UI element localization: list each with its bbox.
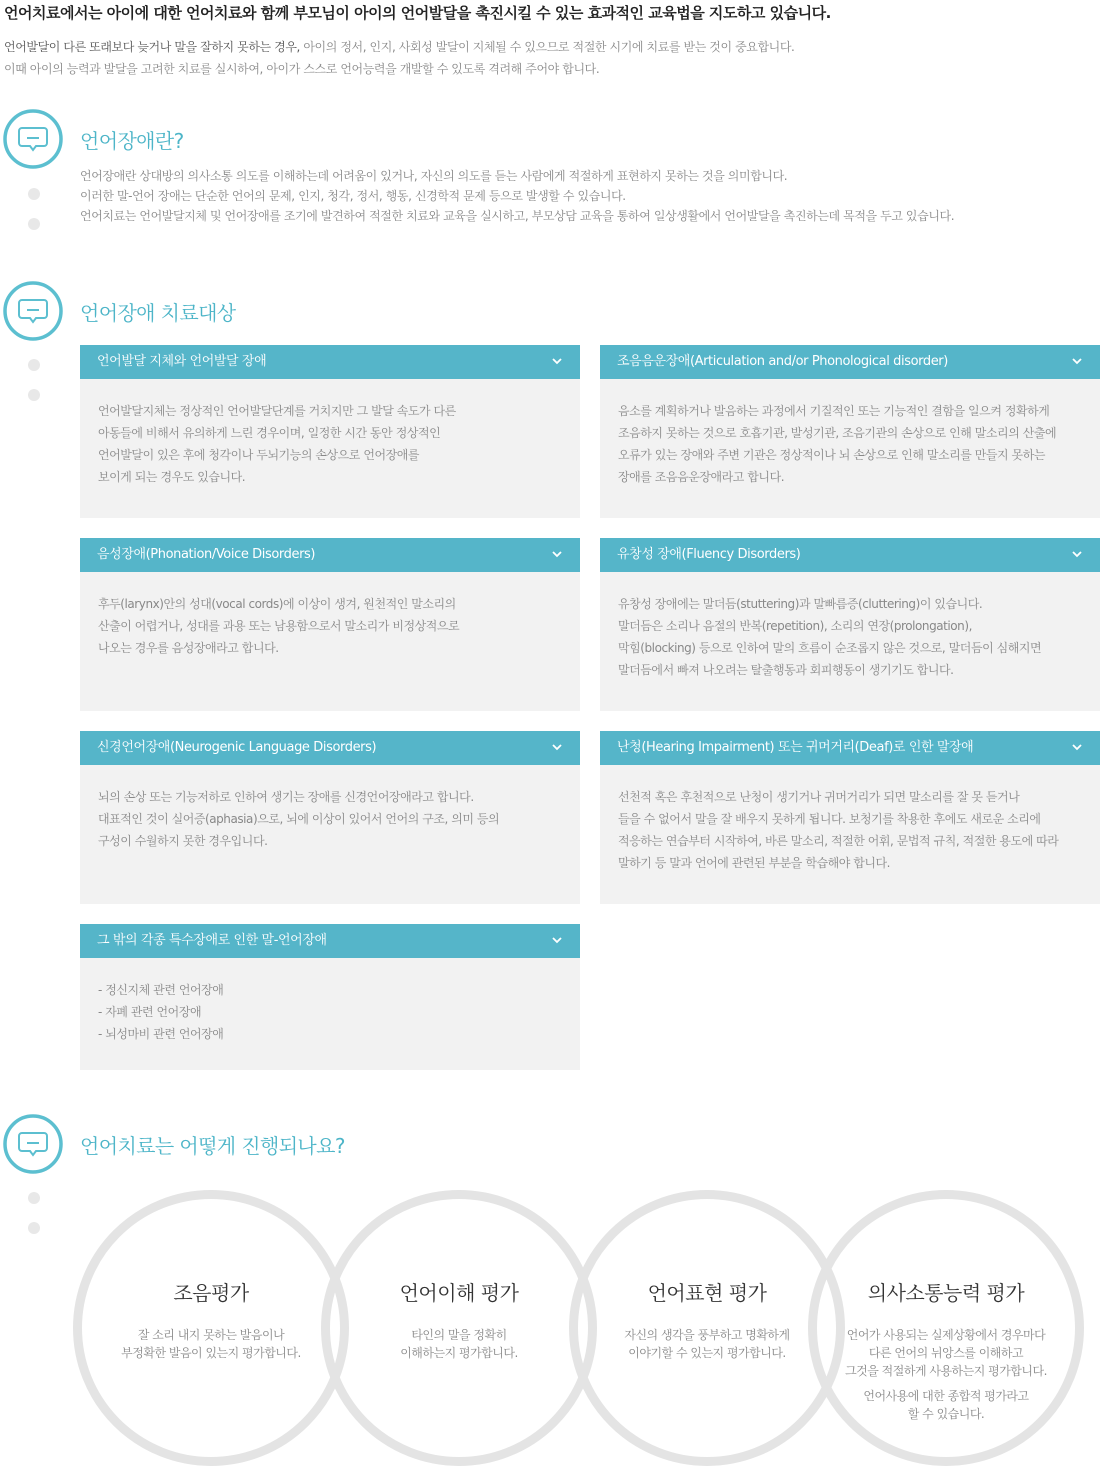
- accordion-card: [80, 924, 580, 1070]
- timeline-dot: [28, 1222, 40, 1234]
- accordion-card: [80, 538, 580, 711]
- step-description: [578, 1326, 836, 1362]
- step-line: 언어사용에 대한 종합적 평가라고: [863, 1389, 1029, 1403]
- section-body-what-is: [80, 166, 954, 226]
- accordion-title: 조음음운장애(Articulation and/or Phonological disorder): [617, 354, 948, 369]
- intro-line-1: [4, 36, 794, 58]
- list-item: - 자폐 관련 언어장애: [98, 1005, 202, 1019]
- step-description-extra: [817, 1387, 1075, 1423]
- process-step-circle: [321, 1190, 597, 1466]
- body-line: 막힘(blocking) 등으로 인하여 말의 흐름이 순조롭지 않은 것으로, 말더듬이 심해지면: [618, 641, 1042, 655]
- process-step-circle: [73, 1190, 349, 1466]
- accordion-card: [600, 345, 1100, 518]
- accordion-header[interactable]: [80, 345, 580, 379]
- accordion-card: [600, 731, 1100, 904]
- step-description: [82, 1326, 340, 1362]
- step-line: 이야기할 수 있는지 평가합니다.: [628, 1346, 786, 1360]
- body-line: 조음하지 못하는 것으로 호흡기관, 발성기관, 조음기관의 손상으로 인해 말소리의 산출에: [618, 426, 1057, 440]
- step-line: 언어가 사용되는 실제상황에서 경우마다: [846, 1328, 1046, 1342]
- body-line: 들을 수 없어서 말을 잘 배우지 못하게 됩니다. 보청기를 착용한 후에도 새로운 소리에: [618, 812, 1041, 826]
- accordion-title: 신경언어장애(Neurogenic Language Disorders): [97, 740, 377, 755]
- accordion-title: 그 밖의 각종 특수장애로 인한 말-언어장애: [97, 933, 327, 948]
- accordion-title: 언어발달 지체와 언어발달 장애: [97, 354, 267, 369]
- step-line: 부정확한 발음이 있는지 평가합니다.: [121, 1346, 301, 1360]
- page-title: 언어치료에서는 아이에 대한 언어치료와 함께 부모님이 아이의 언어발달을 촉진시킬 수 있는 효과적인 교육법을 지도하고 있습니다.: [4, 4, 831, 22]
- body-line: 유창성 장애에는 말더듬(stuttering)과 말빠름증(cluttering)이 있습니다.: [618, 597, 983, 611]
- body-line: 뇌의 손상 또는 기능저하로 인하여 생기는 장애를 신경언어장애라고 합니다.: [98, 790, 474, 804]
- accordion-card: [80, 731, 580, 904]
- accordion-header[interactable]: [80, 924, 580, 958]
- step-title: 언어표현 평가: [647, 1281, 767, 1305]
- accordion-title: 난청(Hearing Impairment) 또는 귀머거리(Deaf)로 인한 말장애: [617, 740, 974, 755]
- section-title-targets: 언어장애 치료대상: [80, 301, 236, 325]
- accordion-title: 음성장애(Phonation/Voice Disorders): [97, 547, 316, 562]
- intro-line-2: 이때 아이의 능력과 발달을 고려한 치료를 실시하여, 아이가 스스로 언어능력을 개발할 수 있도록 격려해 주어야 합니다.: [4, 62, 600, 76]
- body-line: 산출이 어렵거나, 성대를 과용 또는 남용함으로서 말소리가 비정상적으로: [98, 619, 460, 633]
- chevron-down-icon: [1072, 744, 1082, 751]
- accordion-body: [80, 765, 580, 904]
- accordion-header[interactable]: [600, 345, 1100, 379]
- body-line: 오류가 있는 장애와 주변 기관은 정상적이나 뇌 손상으로 인해 말소리를 만들지 못하는: [618, 448, 1045, 462]
- step-line: 할 수 있습니다.: [907, 1407, 985, 1421]
- accordion-header[interactable]: [80, 731, 580, 765]
- body-line: 선천적 혹은 후천적으로 난청이 생기거나 귀머거리가 되면 말소리를 잘 못 듣거나: [618, 790, 1020, 804]
- intro-line-1-rest: 아이의 정서, 인지, 사회성 발달이 지체될 수 있으므로 적절한 시기에 치료를 받는 것이 중요합니다.: [299, 40, 795, 54]
- speech-bubble-icon: [3, 1114, 63, 1174]
- timeline-dot: [28, 389, 40, 401]
- body-line: 말더듬은 소리나 음절의 반복(repetition), 소리의 연장(prolongation),: [618, 619, 972, 633]
- timeline-dot: [28, 359, 40, 371]
- accordion-header[interactable]: [600, 538, 1100, 572]
- body-line: 말하기 등 말과 언어에 관련된 부분을 학습해야 합니다.: [618, 856, 891, 870]
- body-line: 언어발달지체는 정상적인 언어발달단계를 거치지만 그 발달 속도가 다른: [98, 404, 456, 418]
- process-step-circle: [808, 1190, 1084, 1466]
- body-line: 보이게 되는 경우도 있습니다.: [98, 470, 246, 484]
- step-line: 자신의 생각을 풍부하고 명확하게: [624, 1328, 790, 1342]
- step-line: 다른 언어의 뉘앙스를 이해하고: [868, 1346, 1024, 1360]
- chevron-down-icon: [552, 358, 562, 365]
- step-line: 이해하는지 평가합니다.: [400, 1346, 518, 1360]
- body-line: 언어장애란 상대방의 의사소통 의도를 이해하는데 어려움이 있거나, 자신의 의도를 듣는 사람에게 적절하게 표현하지 못하는 것을 의미합니다.: [80, 169, 788, 183]
- accordion-card: [80, 345, 580, 518]
- chevron-down-icon: [552, 937, 562, 944]
- accordion-body: [600, 379, 1100, 518]
- section-title-process: 언어치료는 어떻게 진행되나요?: [80, 1134, 345, 1158]
- timeline-dot: [28, 1192, 40, 1204]
- body-line: 후두(larynx)안의 성대(vocal cords)에 이상이 생겨, 원천적인 말소리의: [98, 597, 456, 611]
- accordion-body: [80, 572, 580, 711]
- chevron-down-icon: [552, 744, 562, 751]
- intro-line-1-bold: 언어발달이 다른 또래보다 늦거나 말을 잘하지 못하는 경우,: [4, 40, 300, 54]
- body-line: 장애를 조음음운장애라고 합니다.: [618, 470, 785, 484]
- step-line: 그것을 적절하게 사용하는지 평가합니다.: [845, 1364, 1047, 1378]
- timeline-dot: [28, 188, 40, 200]
- body-line: 이러한 말-언어 장애는 단순한 언어의 문제, 인지, 청각, 정서, 행동, 신경학적 문제 등으로 발생할 수 있습니다.: [80, 189, 626, 203]
- accordion-body: [80, 379, 580, 518]
- body-line: 대표적인 것이 실어증(aphasia)으로, 뇌에 이상이 있어서 언어의 구조, 의미 등의: [98, 812, 500, 826]
- step-title: 조음평가: [173, 1281, 249, 1305]
- body-line: 구성이 수월하지 못한 경우입니다.: [98, 834, 268, 848]
- chevron-down-icon: [552, 551, 562, 558]
- step-line: 잘 소리 내지 못하는 발음이나: [137, 1328, 285, 1342]
- body-line: 음소를 계획하거나 발음하는 과정에서 기질적인 또는 기능적인 결함을 일으켜 정확하게: [618, 404, 1050, 418]
- step-title: 언어이해 평가: [399, 1281, 519, 1305]
- list-item: - 정신지체 관련 언어장애: [98, 983, 224, 997]
- accordion-header[interactable]: [80, 538, 580, 572]
- accordion-body: [600, 572, 1100, 711]
- accordion-title: 유창성 장애(Fluency Disorders): [617, 547, 801, 562]
- step-line: 타인의 말을 정확히: [411, 1328, 507, 1342]
- accordion-header[interactable]: [600, 731, 1100, 765]
- body-line: 말더듬에서 빠져 나오려는 탈출행동과 회피행동이 생기기도 합니다.: [618, 663, 954, 677]
- body-line: 아동들에 비해서 유의하게 느린 경우이며, 일정한 시간 동안 정상적인: [98, 426, 441, 440]
- chevron-down-icon: [1072, 551, 1082, 558]
- intro-text: [4, 36, 794, 80]
- accordion-card: [600, 538, 1100, 711]
- speech-bubble-icon: [3, 281, 63, 341]
- body-line: 언어치료는 언어발달지체 및 언어장애를 조기에 발견하여 적절한 치료와 교육을 실시하고, 부모상담 교육을 통하여 일상생활에서 언어발달을 촉진하는데 목적을 두고 있습니다.: [80, 209, 955, 223]
- speech-bubble-icon: [3, 109, 63, 169]
- body-line: 적응하는 연습부터 시작하여, 바른 말소리, 적절한 어휘, 문법적 규칙, 적절한 용도에 따라: [618, 834, 1059, 848]
- step-description: [817, 1326, 1075, 1380]
- accordion-body: [80, 958, 580, 1070]
- section-title-what-is: 언어장애란?: [80, 129, 184, 153]
- step-description: [330, 1326, 588, 1362]
- timeline-dot: [28, 218, 40, 230]
- chevron-down-icon: [1072, 358, 1082, 365]
- process-step-circle: [569, 1190, 845, 1466]
- list-item: - 뇌성마비 관련 언어장애: [98, 1027, 224, 1041]
- body-line: 나오는 경우를 음성장애라고 합니다.: [98, 641, 279, 655]
- step-title: 의사소통능력 평가: [867, 1281, 1025, 1305]
- accordion-body: [600, 765, 1100, 904]
- body-line: 언어발달이 있은 후에 청각이나 두뇌기능의 손상으로 언어장애를: [98, 448, 420, 462]
